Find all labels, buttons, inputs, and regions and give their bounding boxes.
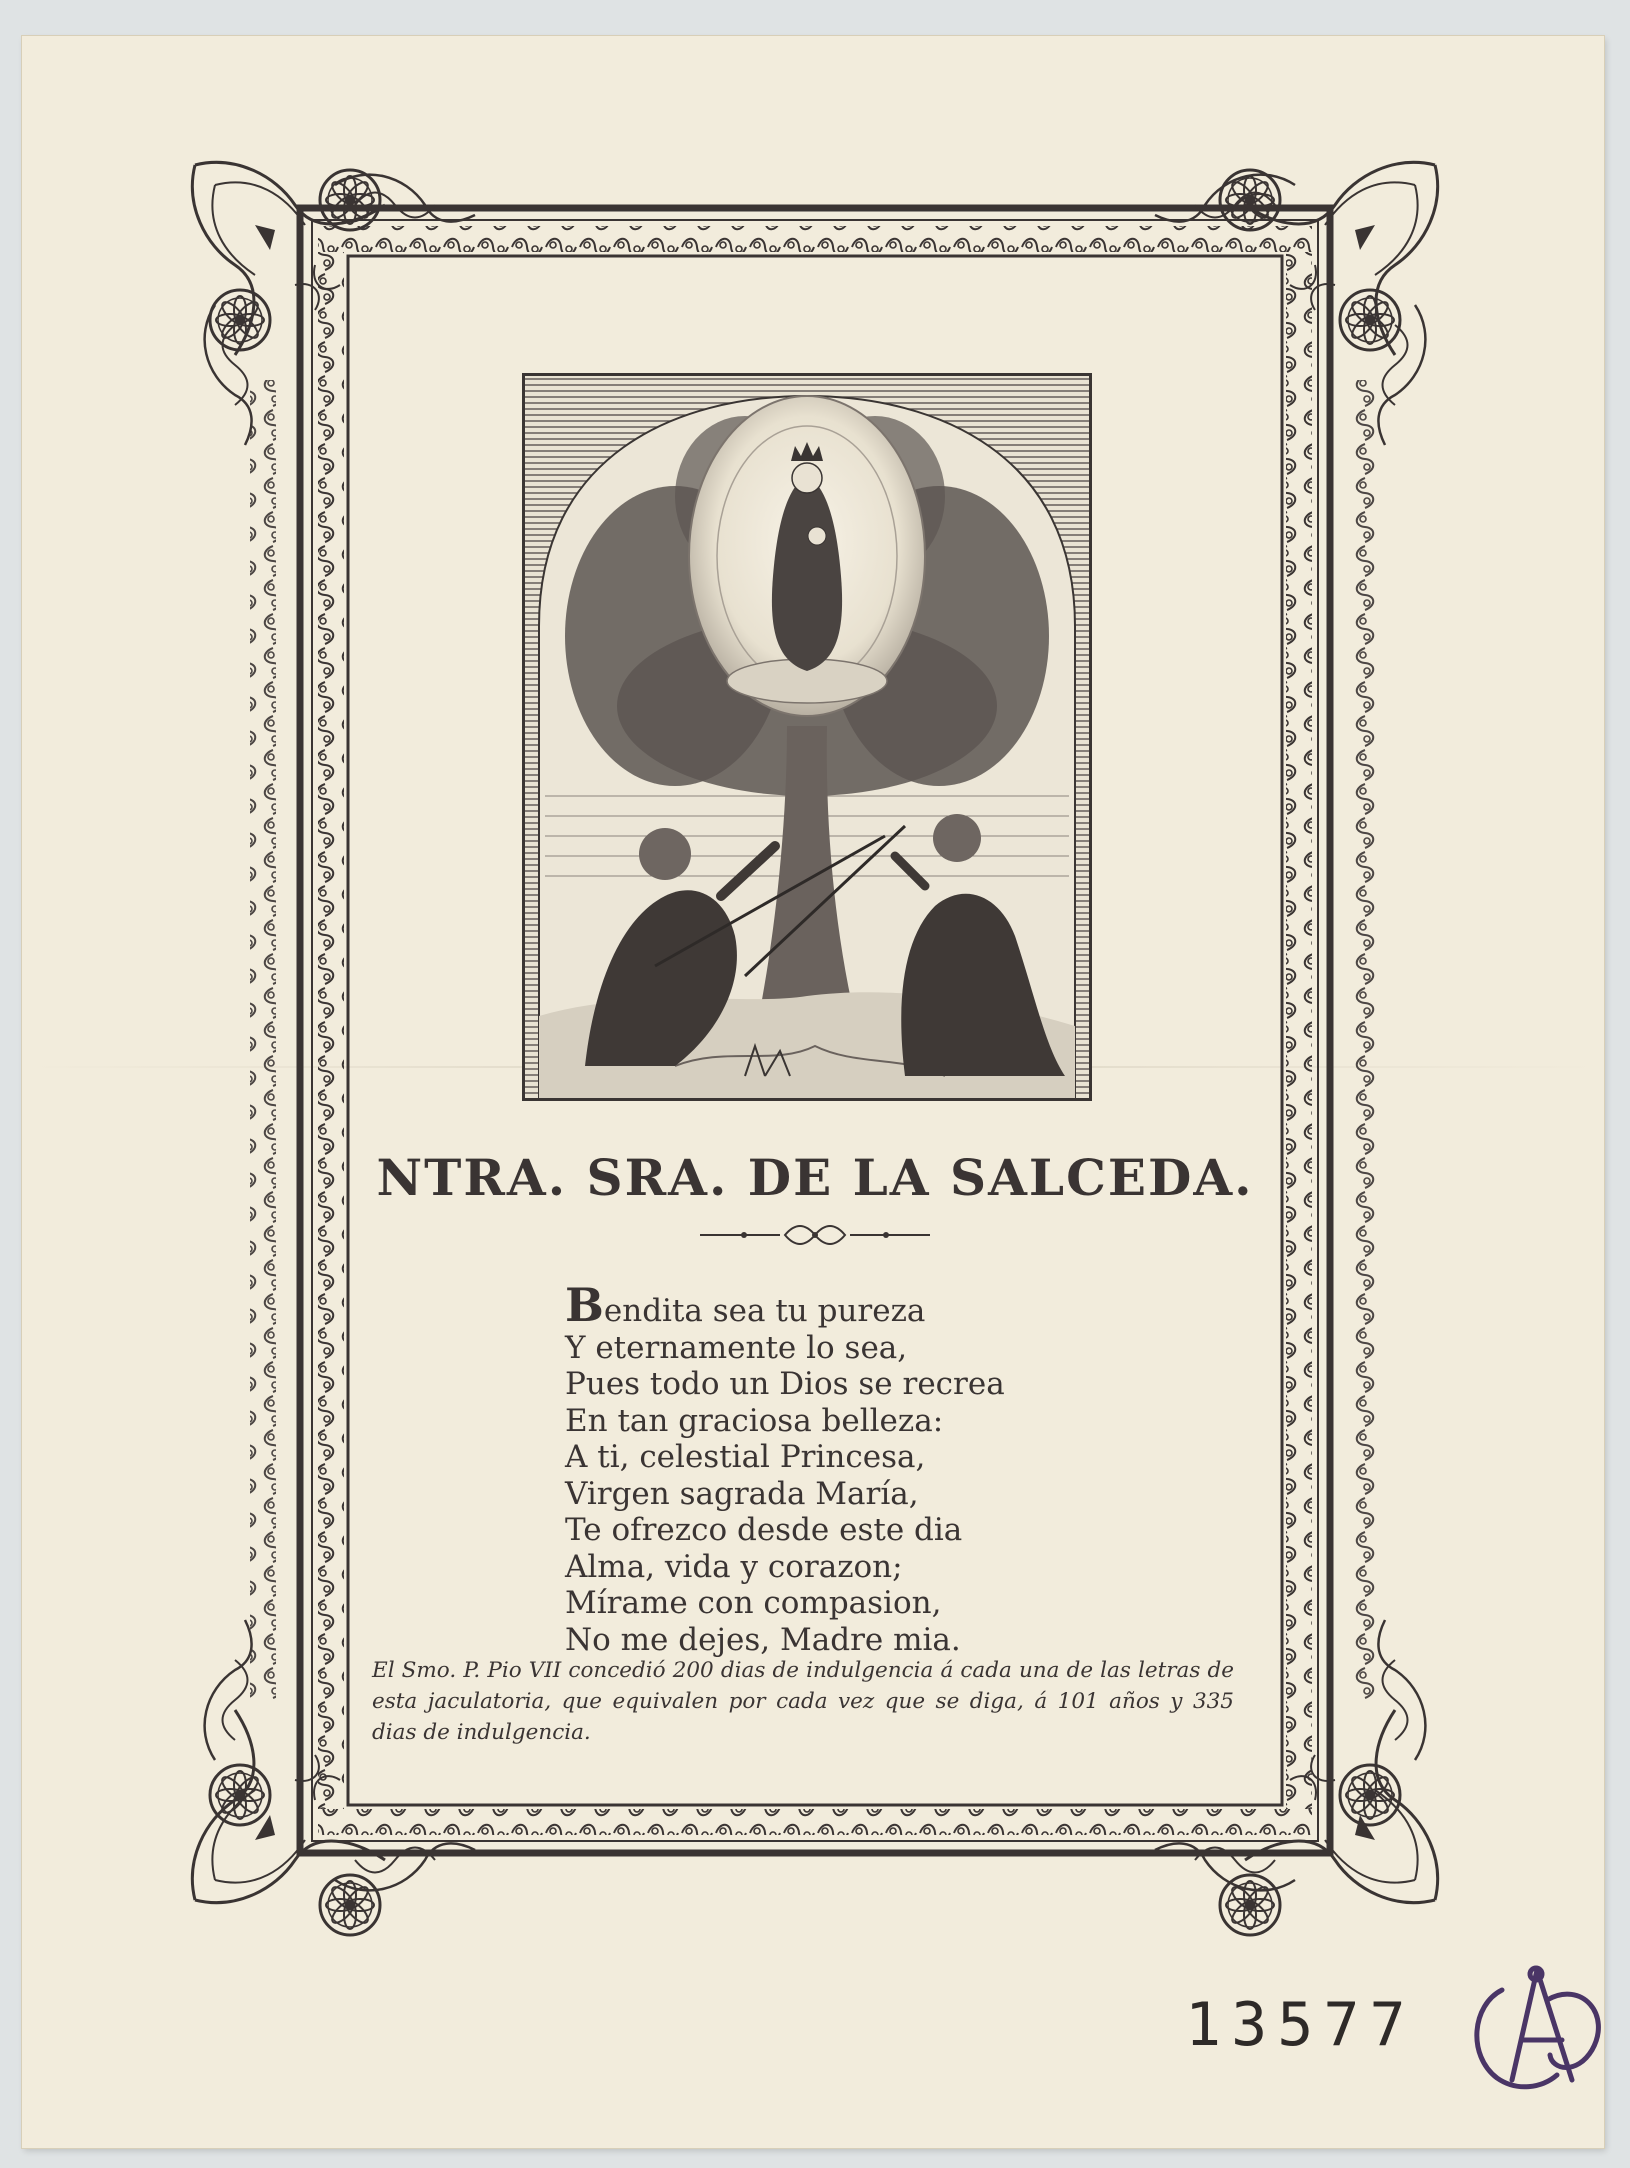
poem-initial: B [565,1278,604,1332]
engraving-virgin-of-salceda [522,373,1092,1101]
poem-line-9: Mírame con compasion, [565,1585,942,1621]
poem-line-1-rest: endita sea tu pureza [603,1293,926,1329]
poem-line-8: Alma, vida y corazon; [565,1548,903,1585]
indulgence-note: El Smo. P. Pio VII concedió 200 dias de indulgencia á cada una de las letras de esta jaculatoria, que equivalen por cada vez que se diga, á 101 años y 335 dias de indulgencia. [372,1658,1234,1745]
title-ornament-rule [700,1220,930,1250]
poem-line-7: Te ofrezco desde este dia [565,1512,963,1548]
poem-line-10: No me dejes, Madre mia. [565,1621,961,1658]
poem-line-3: Pues todo un Dios se recrea [565,1366,1005,1402]
poem-line-4: En tan graciosa belleza: [565,1402,944,1439]
poem-prayer [565,1278,1215,1658]
document-title: NTRA. SRA. DE LA SALCEDA. [376,1148,1254,1207]
poem-line-2: Y eternamente lo sea, [565,1329,908,1366]
collection-stamp-icon [1462,1960,1612,2100]
poem-line-5: A ti, celestial Princesa, [565,1439,926,1475]
inventory-number: 13577 [1185,1990,1416,2060]
poem-line-1 [565,1278,1215,1332]
poem-line-6: Virgen sagrada María, [565,1475,919,1512]
